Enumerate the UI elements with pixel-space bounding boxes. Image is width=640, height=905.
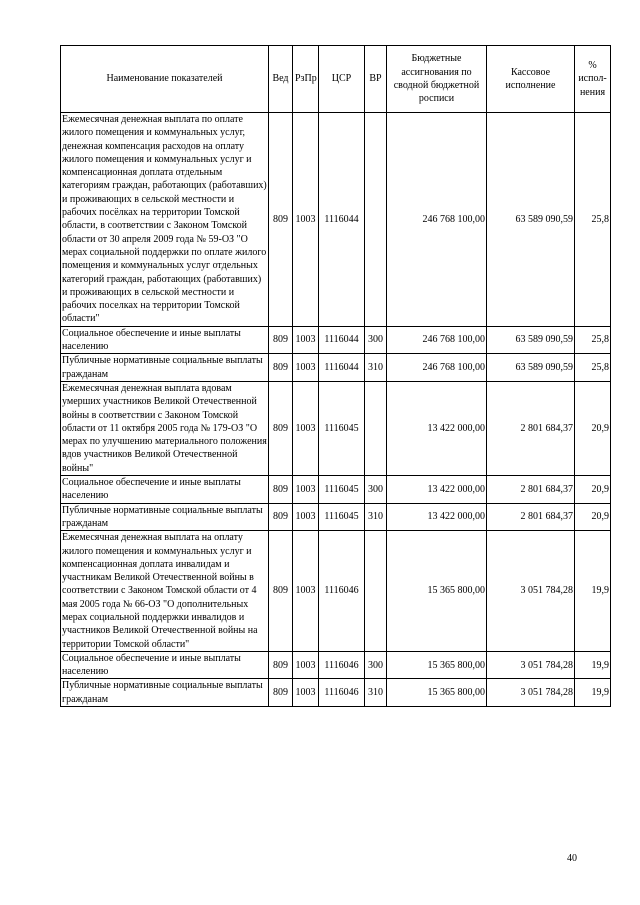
row-vr: 300 — [365, 326, 387, 354]
row-cash: 3 051 784,28 — [487, 679, 575, 707]
header-rzpr: РзПр — [293, 46, 319, 113]
row-vr — [365, 381, 387, 475]
header-vr: ВР — [365, 46, 387, 113]
row-percent: 25,8 — [575, 354, 611, 382]
table-header-row — [61, 46, 611, 113]
row-budget: 246 768 100,00 — [387, 326, 487, 354]
row-percent: 20,9 — [575, 476, 611, 504]
header-csr: ЦСР — [319, 46, 365, 113]
table-row — [61, 476, 611, 504]
row-rzpr: 1003 — [293, 679, 319, 707]
row-vr — [365, 531, 387, 652]
row-budget: 246 768 100,00 — [387, 354, 487, 382]
row-percent: 25,8 — [575, 326, 611, 354]
row-ved: 809 — [269, 531, 293, 652]
row-budget: 13 422 000,00 — [387, 381, 487, 475]
row-csr: 1116046 — [319, 679, 365, 707]
row-ved: 809 — [269, 113, 293, 327]
row-vr: 300 — [365, 476, 387, 504]
row-vr — [365, 113, 387, 327]
header-cash: Кассовое исполнение — [487, 46, 575, 113]
row-ved: 809 — [269, 381, 293, 475]
table-row — [61, 651, 611, 679]
row-name: Социальное обеспечение и иные выплаты населению — [61, 326, 269, 354]
row-vr: 310 — [365, 503, 387, 531]
row-cash: 2 801 684,37 — [487, 503, 575, 531]
row-csr: 1116044 — [319, 113, 365, 327]
row-name: Ежемесячная денежная выплата на оплату жилого помещения и коммунальных услуг и компенсационная доплата инвалидам и участникам Великой Отечественной войны в соответствии с Законом Томской области от 4 мая 2005 года № 66-ОЗ "О дополнительных мерах социальной поддержки инвалидов и участников Великой Отечественной войны на территории Томской области" — [61, 531, 269, 652]
table-row — [61, 531, 611, 652]
table-row — [61, 354, 611, 382]
row-rzpr: 1003 — [293, 113, 319, 327]
budget-execution-table — [60, 45, 611, 707]
row-percent: 19,9 — [575, 651, 611, 679]
row-rzpr: 1003 — [293, 476, 319, 504]
row-ved: 809 — [269, 354, 293, 382]
row-vr: 310 — [365, 679, 387, 707]
row-percent: 25,8 — [575, 113, 611, 327]
row-name: Ежемесячная денежная выплата вдовам умерших участников Великой Отечественной войны в соответствии с Законом Томской области от 11 октября 2005 года № 179-ОЗ "О мерах по улучшению материального положения вдов участников Великой Отечественной войны" — [62, 382, 267, 474]
row-cash: 63 589 090,59 — [487, 113, 575, 327]
row-rzpr: 1003 — [293, 381, 319, 475]
row-csr: 1116046 — [319, 531, 365, 652]
page-number: 40 — [567, 853, 577, 864]
row-rzpr: 1003 — [293, 326, 319, 354]
row-rzpr: 1003 — [293, 354, 319, 382]
header-budget: Бюджетные ассигнования по сводной бюджетной росписи — [387, 46, 487, 113]
row-percent: 20,9 — [575, 503, 611, 531]
row-percent: 20,9 — [575, 381, 611, 475]
row-vr: 310 — [365, 354, 387, 382]
row-csr: 1116046 — [319, 651, 365, 679]
table-row — [61, 381, 611, 475]
row-cash: 3 051 784,28 — [487, 531, 575, 652]
row-csr: 1116045 — [319, 503, 365, 531]
row-budget: 13 422 000,00 — [387, 503, 487, 531]
row-name: Публичные нормативные социальные выплаты гражданам — [61, 354, 269, 382]
row-ved: 809 — [269, 651, 293, 679]
row-cash: 3 051 784,28 — [487, 651, 575, 679]
header-name: Наименование показателей — [61, 46, 269, 113]
row-rzpr: 1003 — [293, 531, 319, 652]
row-name: Публичные нормативные социальные выплаты гражданам — [61, 503, 269, 531]
row-ved: 809 — [269, 503, 293, 531]
row-ved: 809 — [269, 679, 293, 707]
row-vr: 300 — [365, 651, 387, 679]
row-percent: 19,9 — [575, 531, 611, 652]
row-csr: 1116045 — [319, 381, 365, 475]
row-budget: 15 365 800,00 — [387, 679, 487, 707]
row-budget: 13 422 000,00 — [387, 476, 487, 504]
header-ved: Вед — [269, 46, 293, 113]
row-budget: 15 365 800,00 — [387, 651, 487, 679]
row-csr: 1116044 — [319, 326, 365, 354]
row-cash: 2 801 684,37 — [487, 381, 575, 475]
row-name: Публичные нормативные социальные выплаты гражданам — [61, 679, 269, 707]
row-ved: 809 — [269, 476, 293, 504]
row-name: Социальное обеспечение и иные выплаты населению — [61, 651, 269, 679]
row-rzpr: 1003 — [293, 651, 319, 679]
row-csr: 1116045 — [319, 476, 365, 504]
header-percent: % испол-нения — [575, 46, 611, 113]
table-row — [61, 503, 611, 531]
row-budget: 15 365 800,00 — [387, 531, 487, 652]
table-row — [61, 679, 611, 707]
row-cash: 63 589 090,59 — [487, 354, 575, 382]
table-row — [61, 113, 611, 327]
row-ved: 809 — [269, 326, 293, 354]
row-csr: 1116044 — [319, 354, 365, 382]
row-budget: 246 768 100,00 — [387, 113, 487, 327]
row-percent: 19,9 — [575, 679, 611, 707]
row-rzpr: 1003 — [293, 503, 319, 531]
row-cash: 2 801 684,37 — [487, 476, 575, 504]
row-name: Социальное обеспечение и иные выплаты населению — [61, 476, 269, 504]
table-row — [61, 326, 611, 354]
row-cash: 63 589 090,59 — [487, 326, 575, 354]
row-name: Ежемесячная денежная выплата по оплате жилого помещения и коммунальных услуг, денежная компенсация расходов на оплату жилого помещения и коммунальных услуг и компенсационная доплата отдельным категориям граждан, работающих (работавших) и проживающих в сельской местности и рабочих посёлках на территории Томской области, в соответствии с Законом Томской области от 30 апреля 2009 года № 59-ОЗ "О мерах социальной поддержки по оплате жилого помещения и коммунальных услуг отдельных категорий граждан, работающих (работавших) и проживающих в сельской местности и рабочих поселках на территории Томской области" — [62, 114, 267, 325]
